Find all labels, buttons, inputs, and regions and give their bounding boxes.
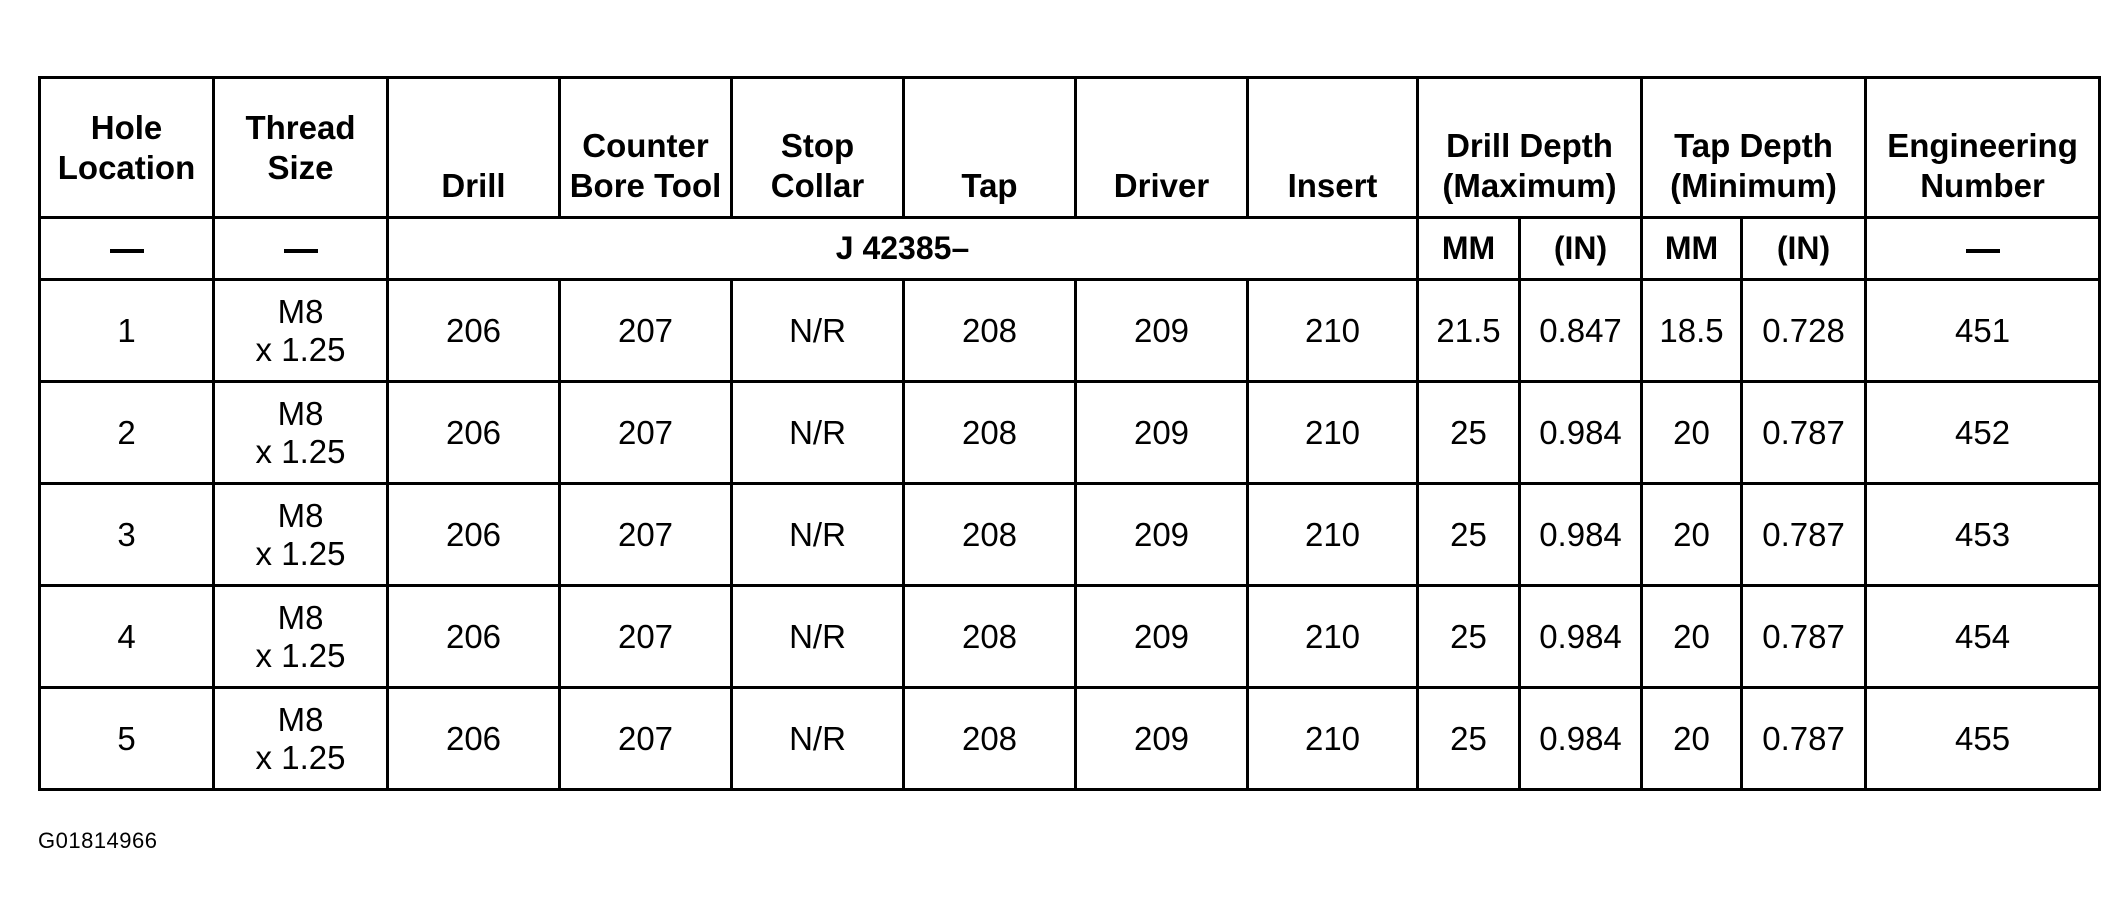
header-tap: Tap [904,78,1076,218]
header-thread-size: Thread Size [214,78,388,218]
table-row [40,688,2100,790]
counter-bore-cell: 207 [560,382,732,484]
drill-depth-in-cell: 0.984 [1520,586,1642,688]
tap-cell: 208 [904,688,1076,790]
tap-cell: 208 [904,586,1076,688]
counter-bore-cell: 207 [560,586,732,688]
engineering-number-cell: 452 [1866,382,2100,484]
subheader-row [40,218,2100,280]
header-counter-bore-tool: Counter Bore Tool [560,78,732,218]
header-hole-location: Hole Location [40,78,214,218]
table-row [40,586,2100,688]
header-stop-collar: Stop Collar [732,78,904,218]
tap-depth-in-cell: 0.728 [1742,280,1866,382]
header-driver: Driver [1076,78,1248,218]
stop-collar-cell: N/R [732,280,904,382]
drill-depth-mm-cell: 25 [1418,688,1520,790]
hole-location-cell: 5 [40,688,214,790]
engineering-number-cell: 453 [1866,484,2100,586]
figure-id: G01814966 [38,828,158,853]
thread-pitch-line: x 1.25 [255,432,346,470]
tap-cell: 208 [904,382,1076,484]
hole-location-cell: 3 [40,484,214,586]
insert-cell: 210 [1248,280,1418,382]
insert-cell: 210 [1248,688,1418,790]
drill-depth-mm-cell: 25 [1418,382,1520,484]
thread-pitch-line: x 1.25 [255,534,346,572]
driver-cell: 209 [1076,688,1248,790]
thread-pitch-line: x 1.25 [255,738,346,776]
stop-collar-cell: N/R [732,484,904,586]
tap-depth-mm-cell: 18.5 [1642,280,1742,382]
engineering-number-cell: 455 [1866,688,2100,790]
dash-mark [284,249,318,253]
thread-size-line: M8 [277,496,324,534]
header-insert: Insert [1248,78,1418,218]
drill-depth-in-cell: 0.847 [1520,280,1642,382]
driver-cell: 209 [1076,382,1248,484]
data-body [40,280,2100,790]
tap-cell: 208 [904,484,1076,586]
stop-collar-cell: N/R [732,688,904,790]
dash-mark [1966,249,2000,253]
insert-cell: 210 [1248,382,1418,484]
counter-bore-cell: 207 [560,484,732,586]
tap-depth-mm-cell: 20 [1642,586,1742,688]
thread-size-cell [214,382,388,484]
tap-depth-in-cell: 0.787 [1742,484,1866,586]
tap-depth-in-cell: 0.787 [1742,382,1866,484]
hole-location-cell: 2 [40,382,214,484]
driver-cell: 209 [1076,280,1248,382]
thread-size-line: M8 [277,292,324,330]
drill-depth-mm-cell: 25 [1418,484,1520,586]
driver-cell: 209 [1076,586,1248,688]
subheader-drill-mm: MM [1418,218,1520,280]
drill-cell: 206 [388,484,560,586]
thread-size-cell [214,688,388,790]
driver-cell: 209 [1076,484,1248,586]
counter-bore-cell: 207 [560,280,732,382]
subheader-drill-in: (IN) [1520,218,1642,280]
subheader-eng-dash [1866,218,2100,280]
hole-location-cell: 1 [40,280,214,382]
tap-depth-mm-cell: 20 [1642,382,1742,484]
insert-cell: 210 [1248,586,1418,688]
subheader-tap-in: (IN) [1742,218,1866,280]
drill-cell: 206 [388,688,560,790]
thread-pitch-line: x 1.25 [255,636,346,674]
drill-cell: 206 [388,280,560,382]
tap-cell: 208 [904,280,1076,382]
subheader-tap-mm: MM [1642,218,1742,280]
thread-pitch-line: x 1.25 [255,330,346,368]
header-drill-depth: Drill Depth (Maximum) [1418,78,1642,218]
header-tap-depth: Tap Depth (Minimum) [1642,78,1866,218]
drill-depth-mm-cell: 25 [1418,586,1520,688]
tap-depth-mm-cell: 20 [1642,688,1742,790]
thread-size-line: M8 [277,700,324,738]
thread-size-cell [214,484,388,586]
thread-size-cell [214,586,388,688]
spec-table [38,76,2101,791]
insert-cell: 210 [1248,484,1418,586]
tap-depth-mm-cell: 20 [1642,484,1742,586]
table-row [40,484,2100,586]
drill-depth-mm-cell: 21.5 [1418,280,1520,382]
subheader-tool-prefix: J 42385– [388,218,1418,280]
header-engineering-number: Engineering Number [1866,78,2100,218]
table-row [40,280,2100,382]
drill-cell: 206 [388,382,560,484]
thread-size-line: M8 [277,598,324,636]
engineering-number-cell: 451 [1866,280,2100,382]
hole-location-cell: 4 [40,586,214,688]
thread-size-cell [214,280,388,382]
engineering-number-cell: 454 [1866,586,2100,688]
dash-mark [110,249,144,253]
table-row [40,382,2100,484]
header-drill: Drill [388,78,560,218]
tap-depth-in-cell: 0.787 [1742,586,1866,688]
thread-size-line: M8 [277,394,324,432]
stop-collar-cell: N/R [732,586,904,688]
header-row [40,78,2100,218]
counter-bore-cell: 207 [560,688,732,790]
drill-depth-in-cell: 0.984 [1520,484,1642,586]
drill-depth-in-cell: 0.984 [1520,688,1642,790]
drill-depth-in-cell: 0.984 [1520,382,1642,484]
drill-cell: 206 [388,586,560,688]
stop-collar-cell: N/R [732,382,904,484]
subheader-thread-dash [214,218,388,280]
subheader-hole-dash [40,218,214,280]
tap-depth-in-cell: 0.787 [1742,688,1866,790]
